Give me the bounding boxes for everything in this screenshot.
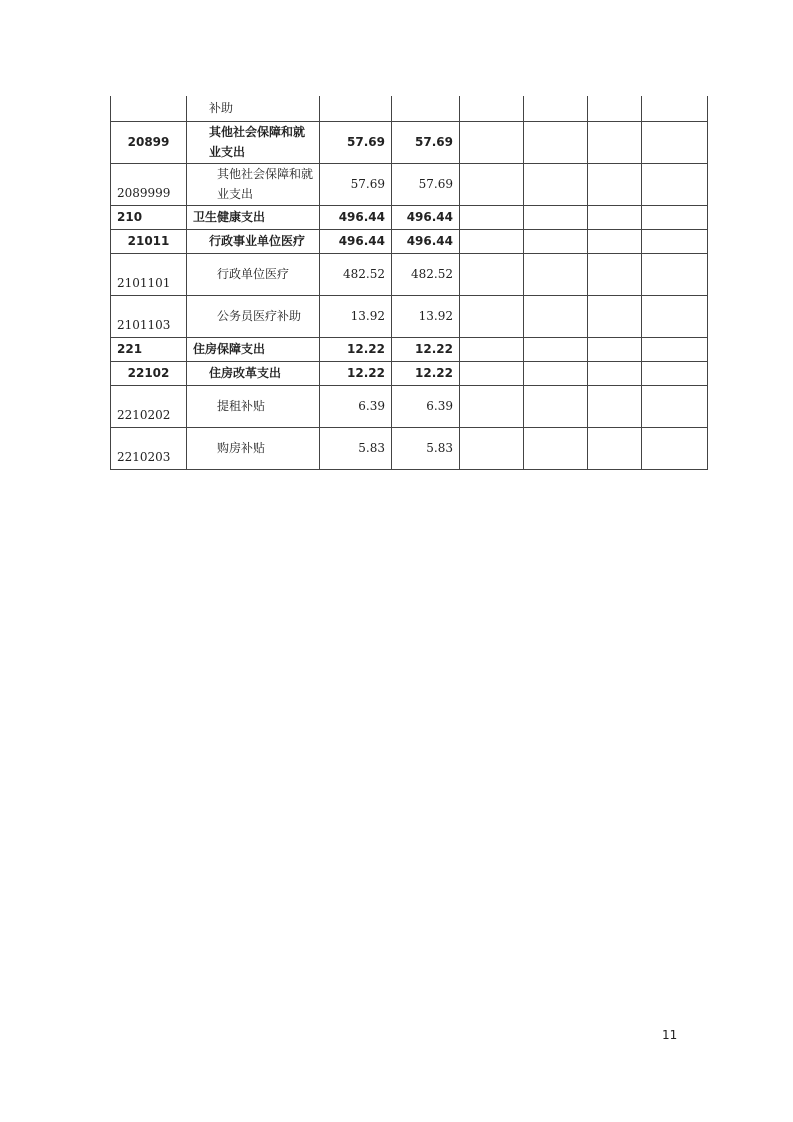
empty-cell <box>642 295 708 337</box>
empty-cell <box>588 163 642 205</box>
row-value-2: 496.44 <box>392 229 460 253</box>
row-value-2: 12.22 <box>392 337 460 361</box>
table-row <box>111 385 708 427</box>
empty-cell <box>642 121 708 163</box>
page-number: 11 <box>662 1028 678 1042</box>
empty-cell <box>588 229 642 253</box>
row-value-2: 6.39 <box>392 385 460 427</box>
table-row <box>111 163 708 205</box>
table-row <box>111 229 708 253</box>
row-value-1: 13.92 <box>320 295 392 337</box>
empty-cell <box>588 337 642 361</box>
empty-cell <box>524 205 588 229</box>
empty-cell <box>642 361 708 385</box>
row-name: 行政单位医疗 <box>187 253 320 295</box>
row-name: 其他社会保障和就业支出 <box>187 121 320 163</box>
empty-cell <box>642 385 708 427</box>
row-code: 2210203 <box>111 427 187 469</box>
table-row <box>111 361 708 385</box>
table-row <box>111 205 708 229</box>
row-name: 其他社会保障和就业支出 <box>187 163 320 205</box>
empty-cell <box>524 427 588 469</box>
row-name: 卫生健康支出 <box>187 205 320 229</box>
row-name: 公务员医疗补助 <box>187 295 320 337</box>
empty-cell <box>460 427 524 469</box>
empty-cell <box>642 337 708 361</box>
row-code: 2089999 <box>111 163 187 205</box>
table-row <box>111 96 708 121</box>
row-value-1: 6.39 <box>320 385 392 427</box>
empty-cell <box>524 121 588 163</box>
row-value-2 <box>392 96 460 121</box>
row-value-2: 5.83 <box>392 427 460 469</box>
row-value-1: 496.44 <box>320 205 392 229</box>
row-value-1: 12.22 <box>320 361 392 385</box>
table-row <box>111 337 708 361</box>
row-value-2: 57.69 <box>392 163 460 205</box>
empty-cell <box>588 427 642 469</box>
row-value-1: 57.69 <box>320 121 392 163</box>
row-code: 221 <box>111 337 187 361</box>
row-value-1: 5.83 <box>320 427 392 469</box>
row-code: 21011 <box>111 229 187 253</box>
row-code: 2210202 <box>111 385 187 427</box>
row-value-1: 12.22 <box>320 337 392 361</box>
row-name: 住房改革支出 <box>187 361 320 385</box>
empty-cell <box>588 121 642 163</box>
table-row <box>111 427 708 469</box>
empty-cell <box>524 385 588 427</box>
empty-cell <box>588 96 642 121</box>
empty-cell <box>460 295 524 337</box>
empty-cell <box>460 205 524 229</box>
row-code: 210 <box>111 205 187 229</box>
table-row <box>111 253 708 295</box>
empty-cell <box>642 253 708 295</box>
empty-cell <box>642 229 708 253</box>
table-row <box>111 121 708 163</box>
row-code: 20899 <box>111 121 187 163</box>
row-value-2: 12.22 <box>392 361 460 385</box>
empty-cell <box>524 229 588 253</box>
empty-cell <box>460 163 524 205</box>
row-code <box>111 96 187 121</box>
empty-cell <box>588 295 642 337</box>
row-value-2: 496.44 <box>392 205 460 229</box>
row-name: 购房补贴 <box>187 427 320 469</box>
empty-cell <box>642 96 708 121</box>
row-code: 2101103 <box>111 295 187 337</box>
row-value-2: 13.92 <box>392 295 460 337</box>
empty-cell <box>524 337 588 361</box>
row-name: 补助 <box>187 96 320 121</box>
empty-cell <box>588 361 642 385</box>
row-value-2: 482.52 <box>392 253 460 295</box>
empty-cell <box>460 121 524 163</box>
empty-cell <box>460 361 524 385</box>
row-name: 行政事业单位医疗 <box>187 229 320 253</box>
empty-cell <box>588 385 642 427</box>
empty-cell <box>460 96 524 121</box>
row-value-2: 57.69 <box>392 121 460 163</box>
table-row <box>111 295 708 337</box>
empty-cell <box>588 205 642 229</box>
expenditure-table <box>110 96 708 470</box>
empty-cell <box>460 253 524 295</box>
empty-cell <box>524 295 588 337</box>
row-value-1: 482.52 <box>320 253 392 295</box>
empty-cell <box>524 163 588 205</box>
empty-cell <box>524 253 588 295</box>
empty-cell <box>460 385 524 427</box>
row-name: 提租补贴 <box>187 385 320 427</box>
row-name: 住房保障支出 <box>187 337 320 361</box>
empty-cell <box>642 205 708 229</box>
empty-cell <box>460 337 524 361</box>
empty-cell <box>588 253 642 295</box>
empty-cell <box>460 229 524 253</box>
empty-cell <box>642 163 708 205</box>
row-value-1: 496.44 <box>320 229 392 253</box>
row-value-1 <box>320 96 392 121</box>
row-value-1: 57.69 <box>320 163 392 205</box>
empty-cell <box>642 427 708 469</box>
row-code: 22102 <box>111 361 187 385</box>
empty-cell <box>524 96 588 121</box>
empty-cell <box>524 361 588 385</box>
row-code: 2101101 <box>111 253 187 295</box>
